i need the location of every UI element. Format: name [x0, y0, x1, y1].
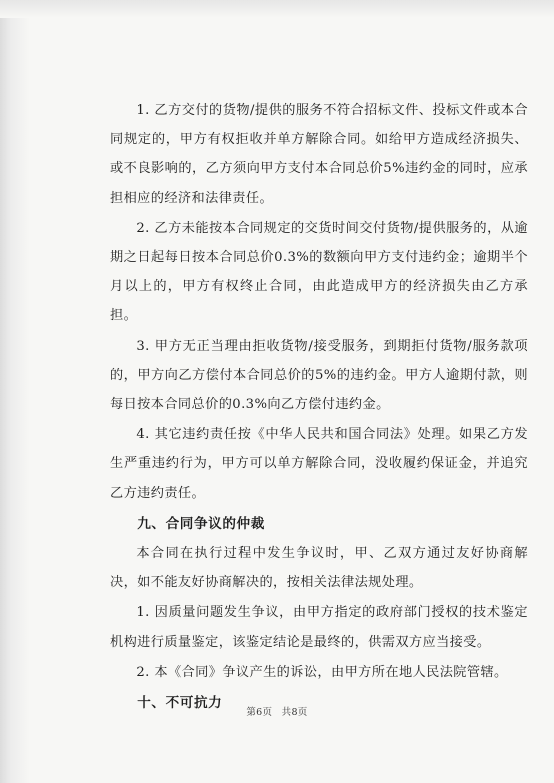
clause-3-paragraph: 3. 甲方无正当理由拒收货物/接受服务，到期拒付货物/服务款项的，甲方向乙方偿付本合同总价的5%的违约金。甲方人逾期付款，则每日按本合同总价的0.3%向乙方偿付违约金。 [110, 338, 528, 413]
clause-4-paragraph: 4. 其它违约责任按《中华人民共和国合同法》处理。如果乙方发生严重违约行为，甲方可以单方解除合同，没收履约保证金，并追究乙方违约责任。 [110, 427, 528, 501]
clause-1-paragraph: 1. 乙方交付的货物/提供的服务不符合招标文件、投标文件或本合同规定的，甲方有权拒收并单方解除合同。如给甲方造成经济损失、或不良影响的，乙方须向甲方支付本合同总价5%违约金的同时，应承担相应的经济和法律责任。 [110, 103, 528, 206]
section-9-heading: 九、合同争议的仲裁 [137, 515, 265, 532]
page-footer [0, 704, 554, 718]
section-9-clause-1-paragraph: 1. 因质量问题发生争议，由甲方指定的政府部门授权的技术鉴定机构进行质量鉴定，该鉴定结论是最终的，供需双方应当接受。 [110, 605, 528, 650]
page-total: 共8页 [281, 707, 308, 718]
section-10-heading: 十、不可抗力 [137, 695, 223, 712]
scan-shadow-left [0, 0, 30, 783]
section-9-intro-paragraph: 本合同在执行过程中发生争议时，甲、乙双方通过友好协商解决，如不能友好协商解决的，按相关法律法规处理。 [110, 546, 528, 591]
page-number: 第6页 [246, 707, 273, 718]
clause-2-paragraph: 2. 乙方未能按本合同规定的交货时间交付货物/提供服务的，从逾期之日起每日按本合同总价0.3%的数额向甲方支付违约金；逾期半个月以上的，甲方有权终止合同，由此造成甲方的经济损失由乙方承担。 [110, 220, 528, 324]
section-9-clause-2-paragraph: 2. 本《合同》争议产生的诉讼，由甲方所在地人民法院管辖。 [136, 664, 508, 680]
scan-shadow-top [0, 0, 554, 18]
document-body [110, 96, 528, 718]
